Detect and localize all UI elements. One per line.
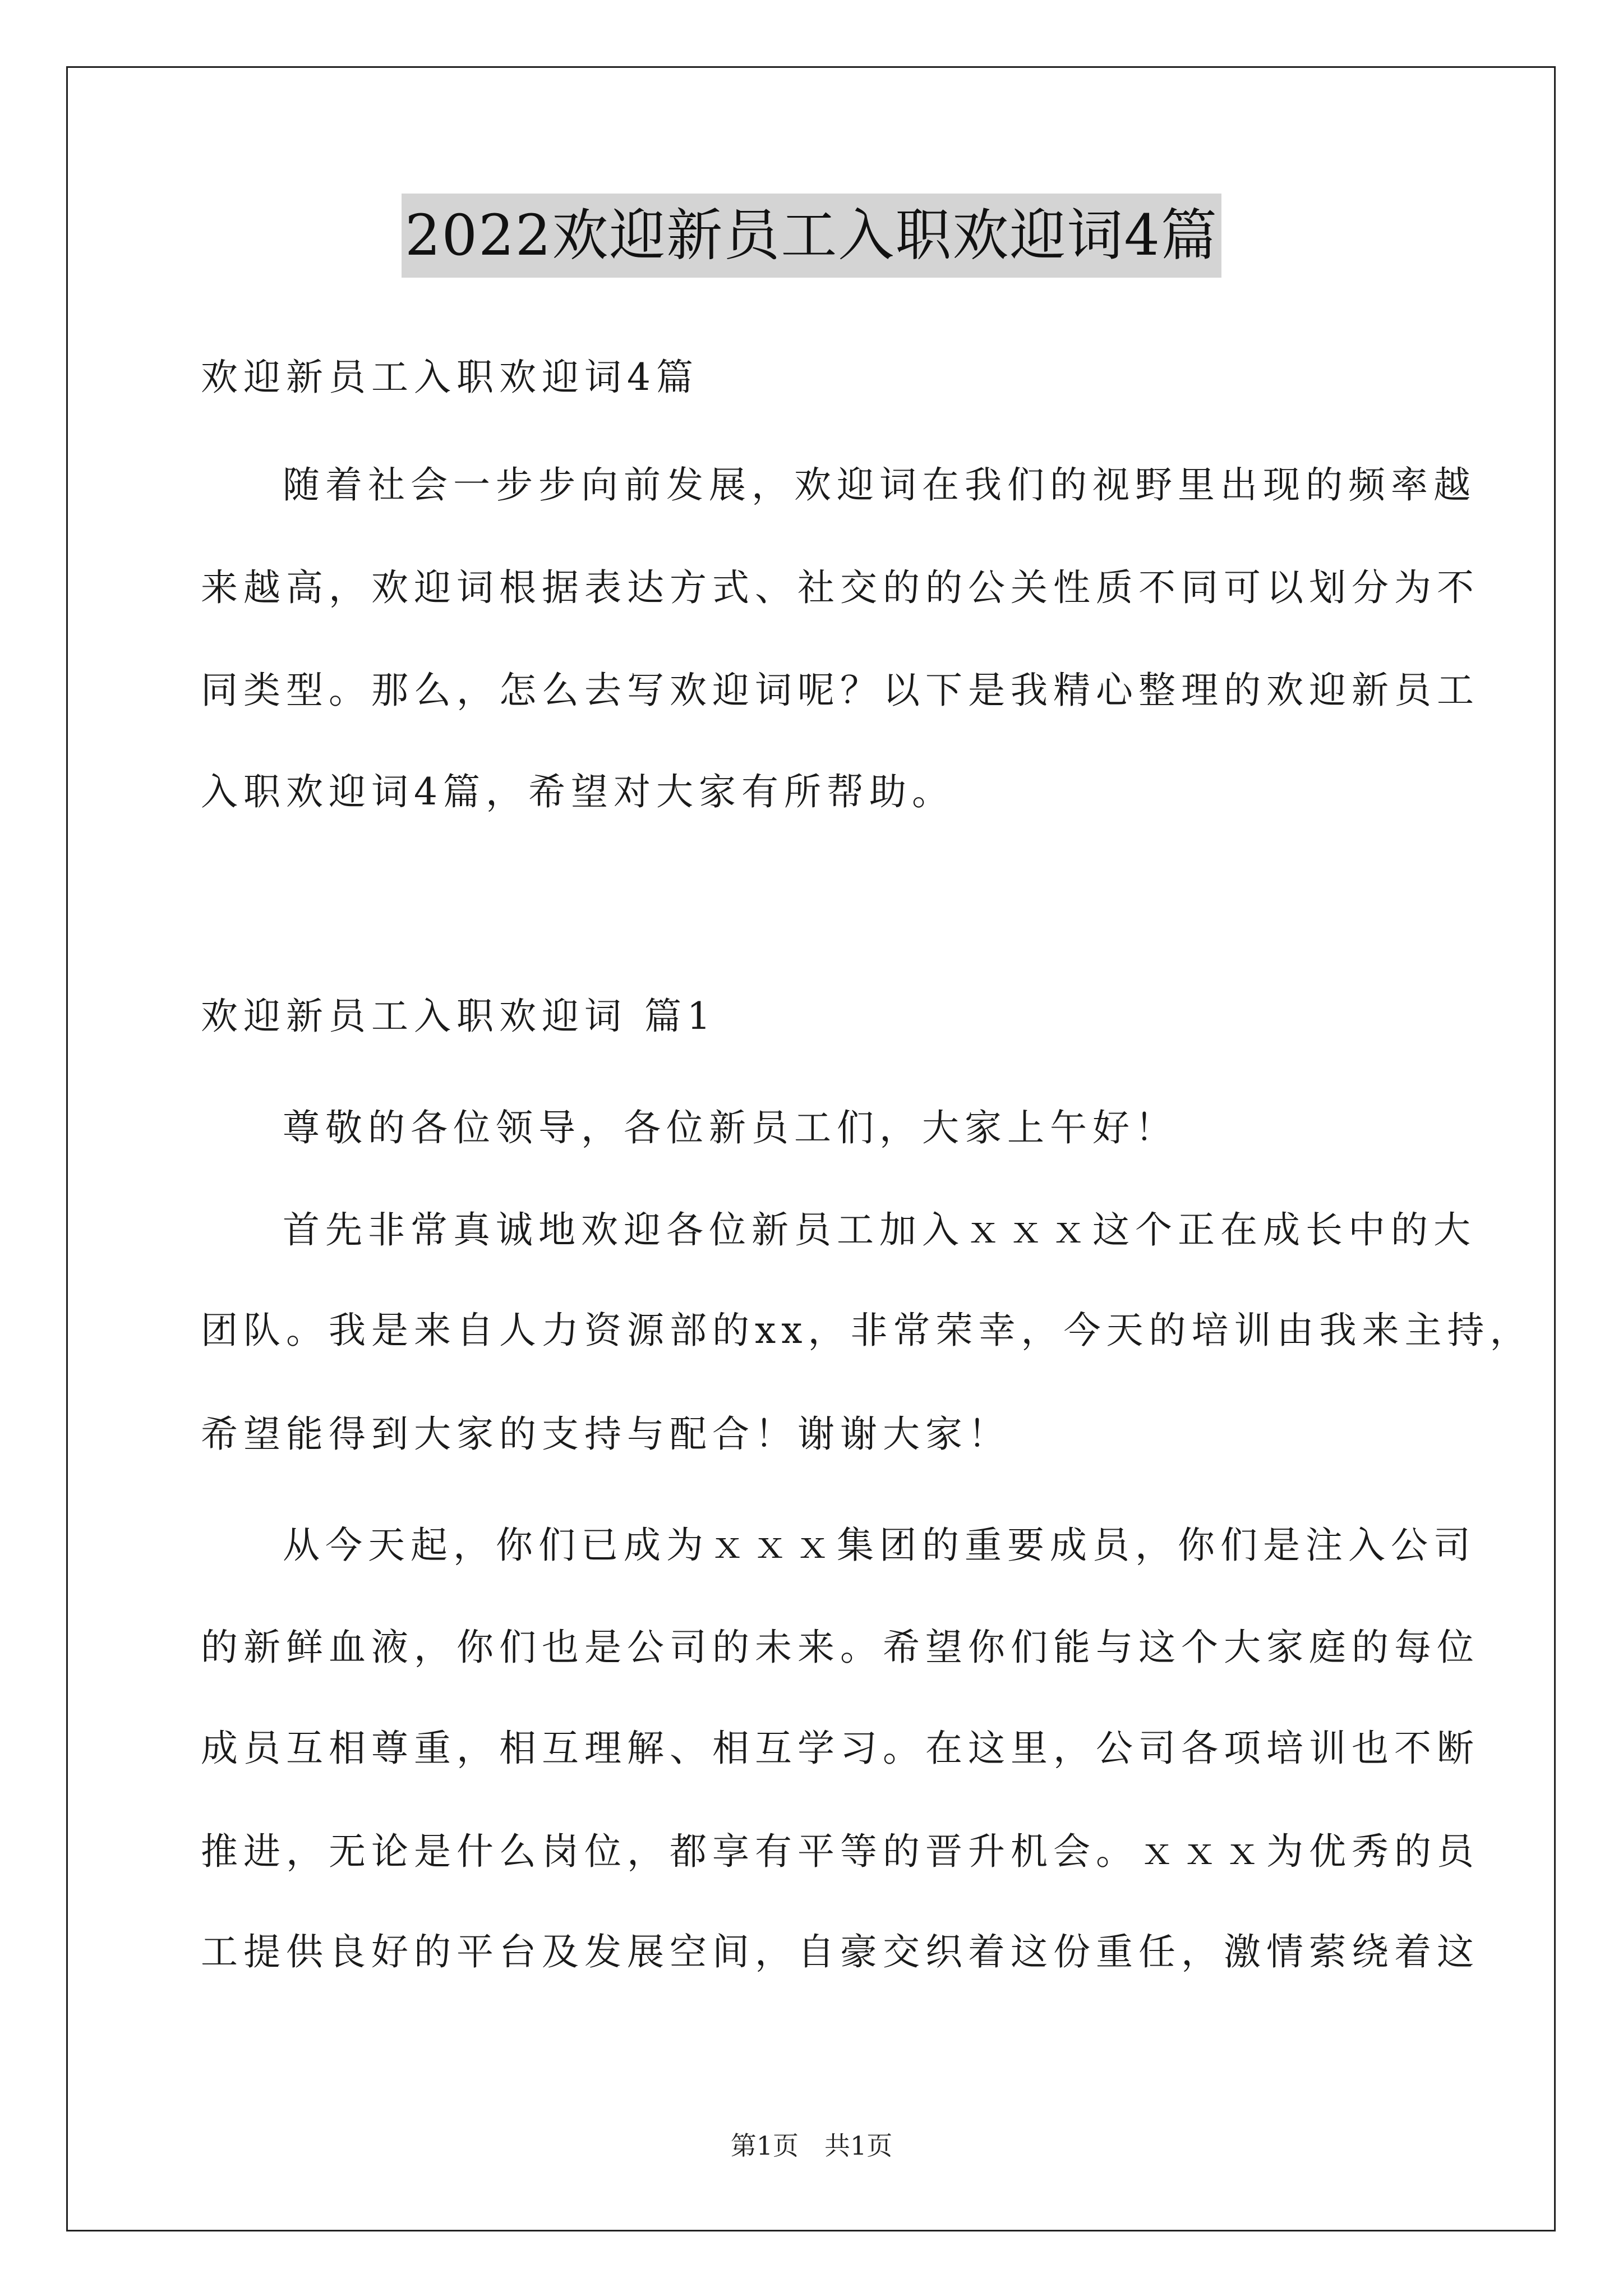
paragraph-line: 的新鲜血液，你们也是公司的未来。希望你们能与这个大家庭的每位	[201, 1626, 1479, 1669]
paragraph-line: 工提供良好的平台及发展空间，自豪交织着这份重任，激情萦绕着这	[201, 1930, 1479, 1973]
intro-line: 随着社会一步步向前发展，欢迎词在我们的视野里出现的频率越	[283, 463, 1476, 507]
paragraph-line: 首先非常真诚地欢迎各位新员工加入ｘｘｘ这个正在成长中的大	[283, 1208, 1476, 1251]
section-heading: 欢迎新员工入职欢迎词 篇1	[201, 995, 716, 1038]
intro-line: 来越高，欢迎词根据表达方式、社交的的公关性质不同可以划分为不	[201, 566, 1479, 609]
title-container	[0, 194, 1623, 278]
subtitle: 欢迎新员工入职欢迎词4篇	[201, 356, 699, 399]
paragraph-line: 成员互相尊重，相互理解、相互学习。在这里，公司各项培训也不断	[201, 1727, 1479, 1770]
paragraph-line: 希望能得到大家的支持与配合！谢谢大家！	[201, 1412, 1011, 1456]
paragraph-line: 推进，无论是什么岗位，都享有平等的晋升机会。ｘｘｘ为优秀的员	[201, 1830, 1479, 1873]
paragraph-line: 从今天起，你们已成为ｘｘｘ集团的重要成员，你们是注入公司	[283, 1524, 1476, 1567]
intro-line: 入职欢迎词4篇，希望对大家有所帮助。	[201, 770, 955, 813]
paragraph-line: 团队。我是来自人力资源部的xx，非常荣幸，今天的培训由我来主持，	[201, 1309, 1533, 1352]
page-number-footer: 第1页 共1页	[730, 2131, 893, 2161]
document-title: 2022欢迎新员工入职欢迎词4篇	[402, 194, 1221, 278]
greeting: 尊敬的各位领导，各位新员工们，大家上午好！	[283, 1106, 1178, 1149]
intro-line: 同类型。那么，怎么去写欢迎词呢？以下是我精心整理的欢迎新员工	[201, 669, 1479, 712]
